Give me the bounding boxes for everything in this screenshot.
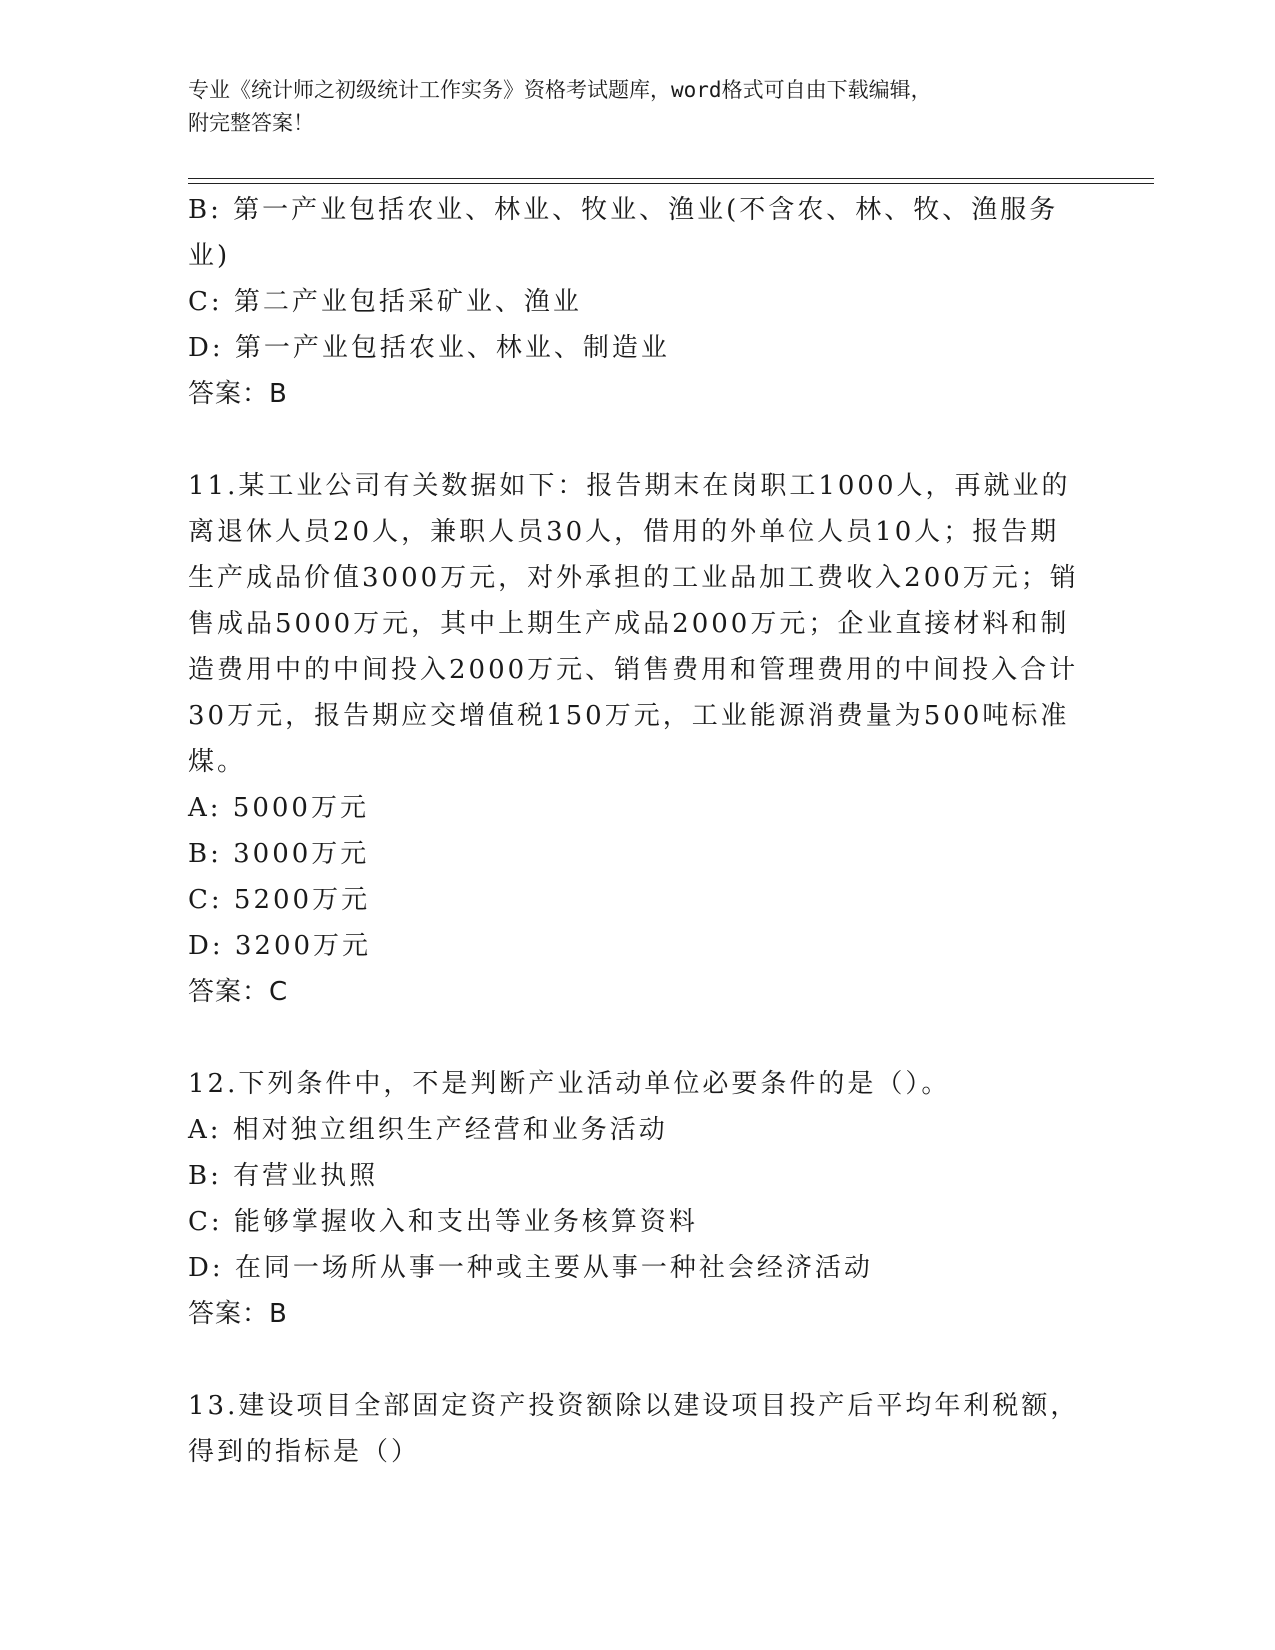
spacer: [188, 417, 1088, 463]
option-d: D: 第一产业包括农业、林业、制造业: [188, 333, 670, 363]
option-b-line-1: B: 第一产业包括农业、林业、牧业、渔业(不含农、林、牧、渔服务: [188, 195, 1059, 225]
question-stem-line: 离退休人员20人，兼职人员30人，借用的外单位人员10人；报告期: [188, 517, 1060, 547]
question-stem-line: 生产成品价值3000万元，对外承担的工业品加工费收入200万元；销: [188, 563, 1079, 593]
header-line-1: 专业《统计师之初级统计工作实务》资格考试题库，word格式可自由下载编辑，: [188, 78, 932, 102]
spacer: [188, 1337, 1088, 1383]
option-b: B: 3000万元: [188, 839, 370, 869]
option-d: D: 在同一场所从事一种或主要从事一种社会经济活动: [188, 1253, 873, 1283]
question-stem-line: 13.建设项目全部固定资产投资额除以建设项目投产后平均年利税额，: [188, 1391, 1080, 1421]
option-d: D: 3200万元: [188, 931, 372, 961]
option-a: A: 相对独立组织生产经营和业务活动: [188, 1115, 668, 1145]
question-stem-line: 得到的指标是（）: [188, 1437, 421, 1467]
option-b-line-2: 业): [188, 241, 231, 271]
option-c: C: 第二产业包括采矿业、渔业: [188, 287, 582, 317]
page-header: [188, 74, 1068, 140]
question-stem-line: 售成品5000万元，其中上期生产成品2000万元；企业直接材料和制: [188, 609, 1070, 639]
option-a: A: 5000万元: [188, 793, 369, 823]
option-c: C: 能够掌握收入和支出等业务核算资料: [188, 1207, 698, 1237]
question-stem-line: 煤。: [188, 747, 247, 777]
header-divider-top: [188, 178, 1154, 179]
question-11: [188, 463, 1088, 1015]
answer: 答案：B: [188, 379, 288, 409]
option-b: B: 有营业执照: [188, 1161, 379, 1191]
header-line-2: 附完整答案！: [188, 111, 314, 135]
answer: 答案：C: [188, 977, 289, 1007]
question-stem: 12.下列条件中，不是判断产业活动单位必要条件的是（）。: [188, 1069, 951, 1099]
question-12: [188, 1061, 1088, 1337]
question-stem-line: 造费用中的中间投入2000万元、销售费用和管理费用的中间投入合计: [188, 655, 1079, 685]
question-10-tail: [188, 187, 1088, 417]
spacer: [188, 1015, 1088, 1061]
question-stem-line: 11.某工业公司有关数据如下：报告期末在岗职工1000人，再就业的: [188, 471, 1071, 501]
header-divider-bottom: [188, 183, 1154, 184]
question-stem-line: 30万元，报告期应交增值税150万元，工业能源消费量为500吨标准: [188, 701, 1070, 731]
question-content: [188, 187, 1088, 1475]
answer: 答案：B: [188, 1299, 288, 1329]
question-13: [188, 1383, 1088, 1475]
option-c: C: 5200万元: [188, 885, 371, 915]
